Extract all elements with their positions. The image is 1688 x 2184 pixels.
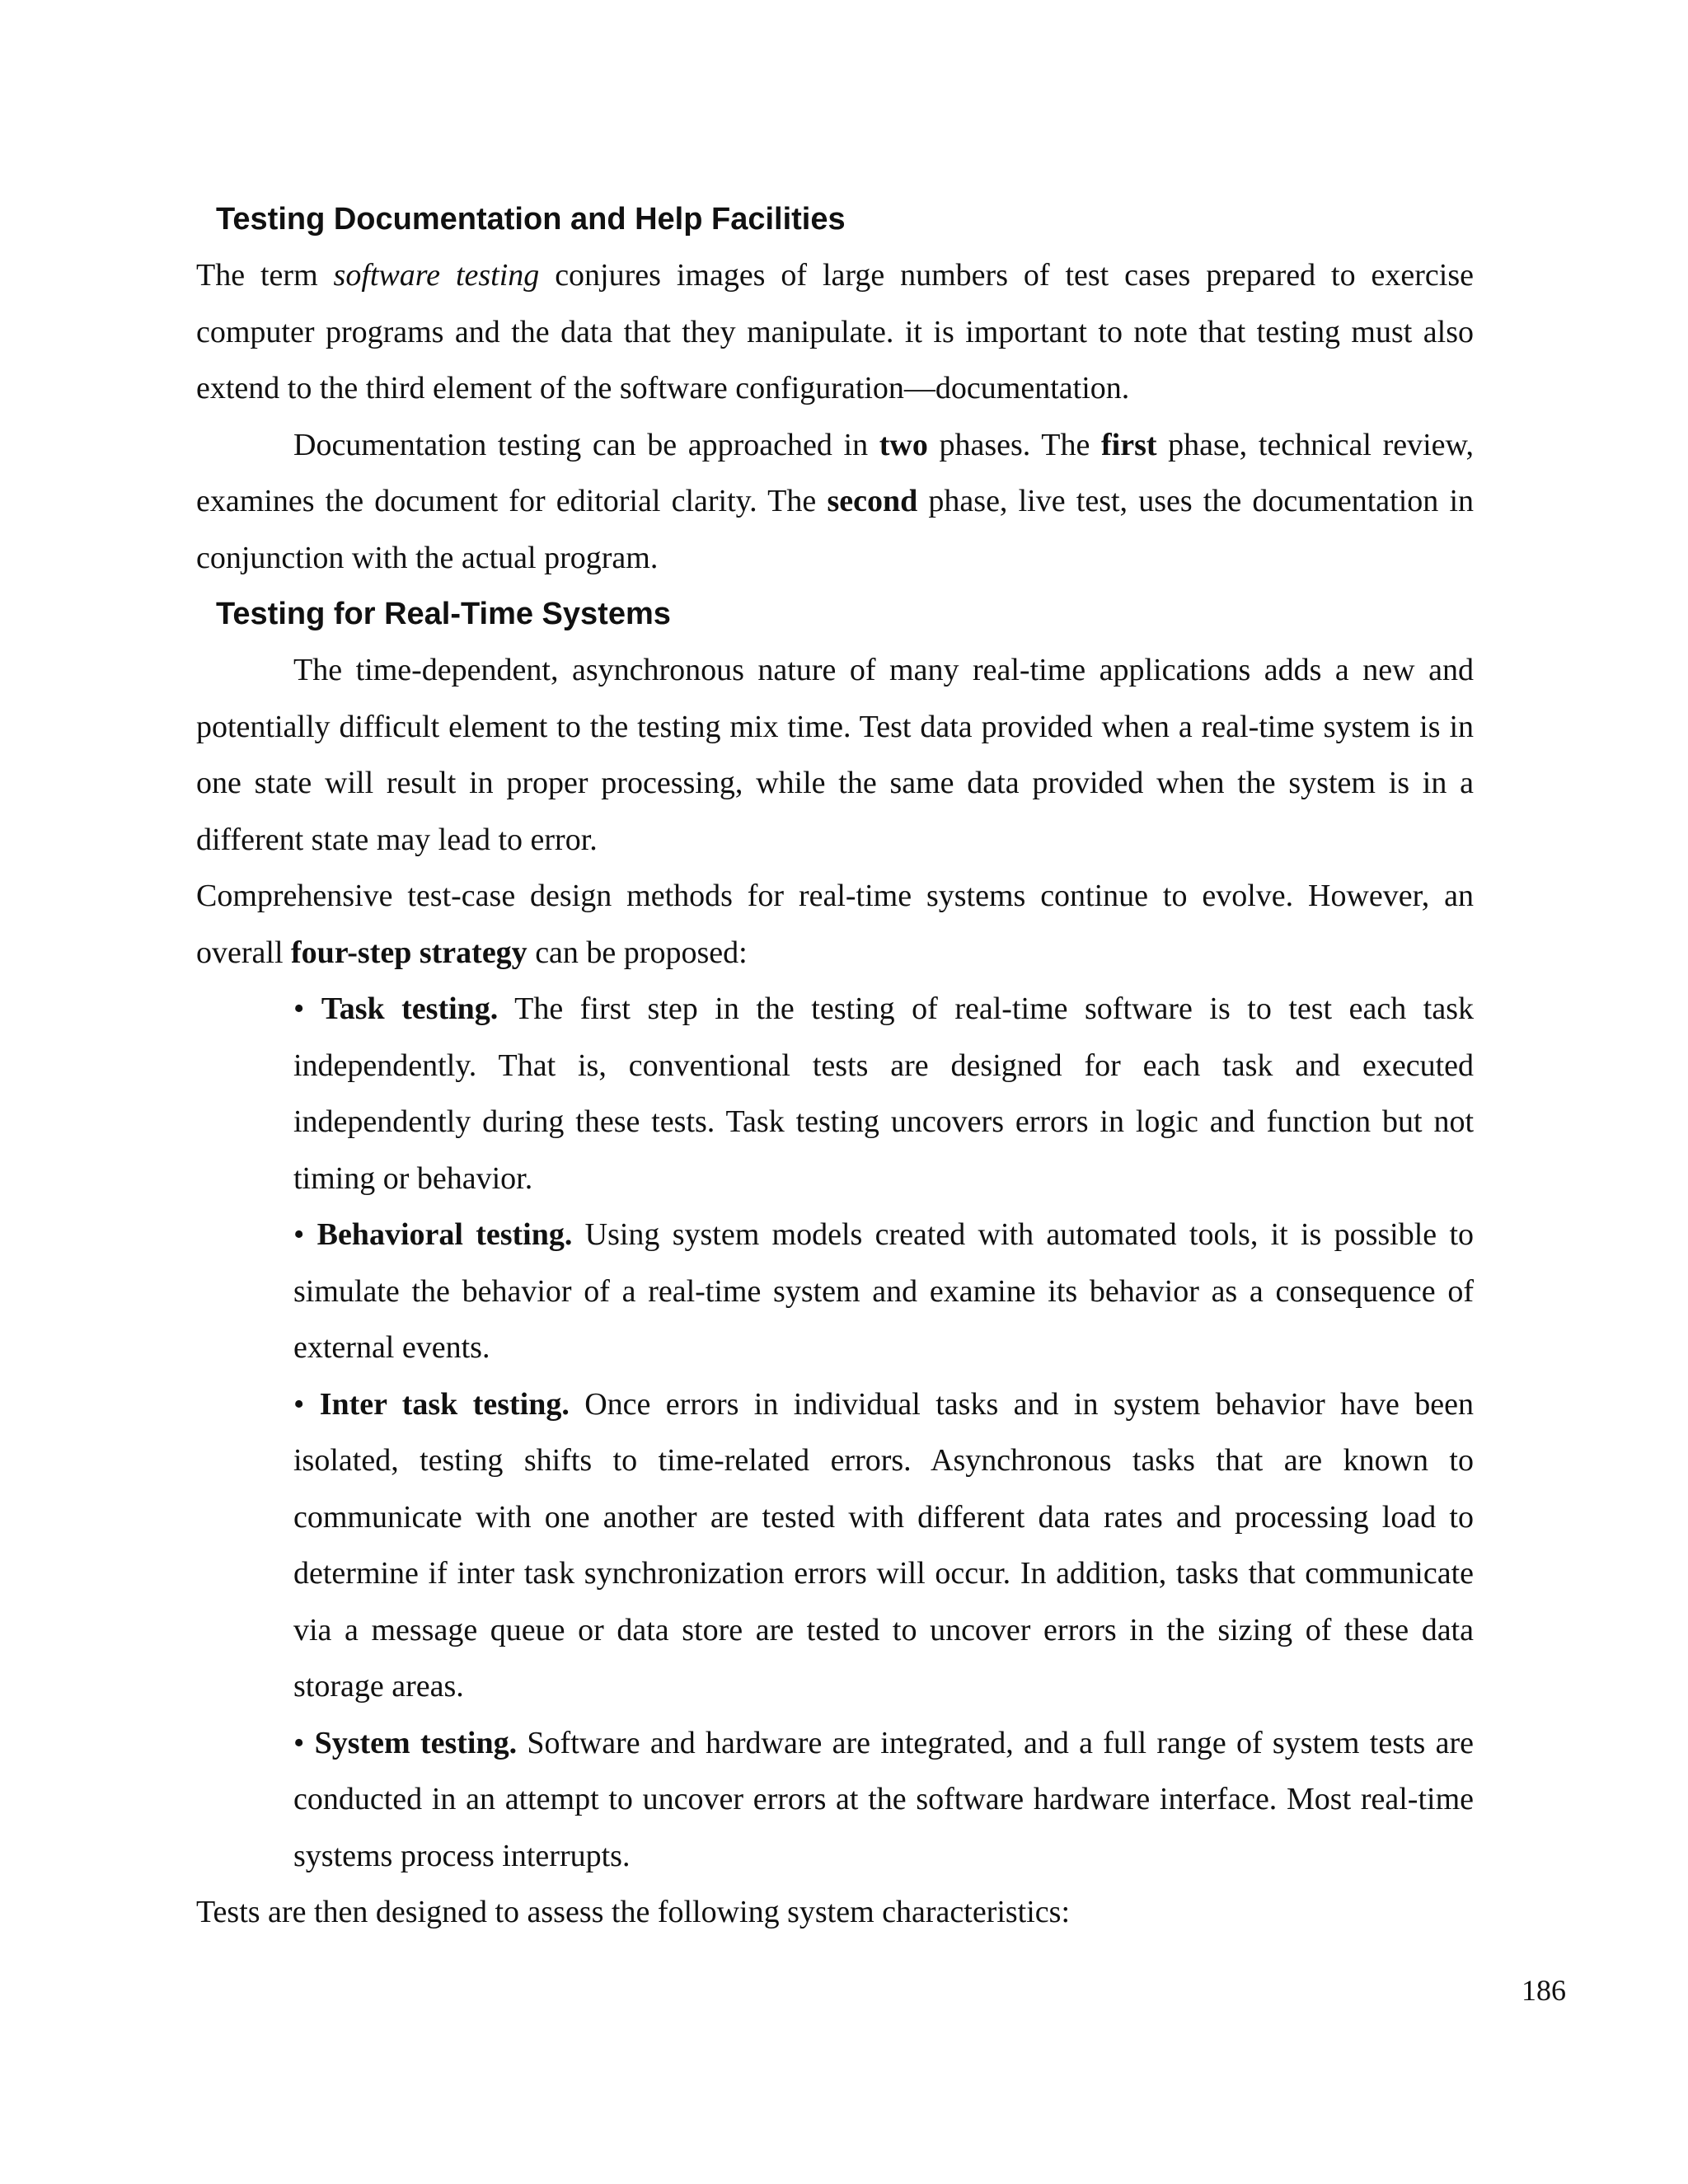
bold-two: two — [879, 427, 928, 462]
text-run: phase, technical review, examines the document for editorial clarity. The — [196, 427, 1475, 518]
paragraph-system-characteristics: Tests are then designed to assess the following system characteristics: — [196, 1895, 1071, 1929]
paragraph-real-time-nature: The time-dependent, asynchronous nature of many real-time applications adds a new and potentially difficult element to the testing mix time. Test data provided when a real-time system is in one state will result in proper processing, while the same data provided when the system is in a different state may lead to error. — [196, 653, 1474, 857]
text-run: Documentation testing can be approached in — [293, 427, 879, 462]
list-item-title: Behavioral testing. — [316, 1217, 573, 1252]
bullet-marker: • — [293, 1386, 320, 1422]
emphasis-software-testing: software testing — [333, 258, 540, 293]
bullet-marker: • — [293, 1725, 315, 1760]
list-item-inter-task-testing — [293, 1376, 1474, 1715]
text-run: The term — [196, 258, 334, 293]
text-run: can be proposed: — [527, 935, 748, 970]
list-item-task-testing — [293, 981, 1474, 1207]
bullet-marker: • — [293, 991, 321, 1026]
text-run: conjures images of large numbers of test cases prepared to exercise computer programs and the data that they manipulate. it is important to note that testing must also extend to the third element of the software configuration—documentation. — [196, 258, 1474, 405]
text-run: phases. The — [927, 427, 1101, 462]
document-page — [196, 191, 1474, 1941]
list-item-behavioral-testing — [293, 1207, 1474, 1376]
section-heading-documentation: Testing Documentation and Help Facilities — [216, 202, 846, 237]
bold-first: first — [1100, 427, 1157, 462]
bullet-marker: • — [293, 1217, 317, 1252]
list-item-text: Using system models created with automated tools, it is possible to simulate the behavior of a real-time system and examine its behavior as a consequence of external events. — [293, 1217, 1475, 1365]
text-run: phase, live test, uses the documentation in conjunction with the actual program. — [196, 484, 1475, 575]
section-heading-real-time: Testing for Real-Time Systems — [216, 597, 671, 631]
paragraph-documentation-phases — [196, 417, 1474, 587]
page-number: 186 — [1522, 1974, 1566, 2007]
paragraph-software-testing — [196, 247, 1474, 417]
bold-four-step-strategy: four-step strategy — [291, 935, 528, 970]
bold-second: second — [827, 484, 918, 518]
text-run: Comprehensive test-case design methods for real-time systems continue to evolve. However, an overall — [196, 879, 1474, 970]
list-item-title: Inter task testing. — [319, 1386, 570, 1422]
paragraph-four-step-strategy — [196, 868, 1474, 981]
list-item-system-testing — [293, 1715, 1474, 1885]
list-item-title: Task testing. — [321, 991, 499, 1026]
list-item-text: The first step in the testing of real-time software is to test each task independently. That is, conventional tests are designed for each task and executed independently during these tests. Task testing uncovers errors in logic and function but not timing or behavior. — [293, 991, 1474, 1196]
list-item-text: Once errors in individual tasks and in system behavior have been isolated, testing shifts to time-related errors. Asynchronous tasks that are known to communicate with one another are tested with different data rates and processing load to determine if inter task synchronization errors will occur. In addition, tasks that communicate via a message queue or data store are tested to uncover errors in the sizing of these data storage areas. — [293, 1386, 1474, 1704]
list-item-text: Software and hardware are integrated, and a full range of system tests are conducted in an attempt to uncover errors at the software hardware interface. Most real-time systems process interrupts. — [293, 1725, 1474, 1873]
list-item-title: System testing. — [314, 1725, 518, 1760]
strategy-list — [196, 981, 1474, 1884]
